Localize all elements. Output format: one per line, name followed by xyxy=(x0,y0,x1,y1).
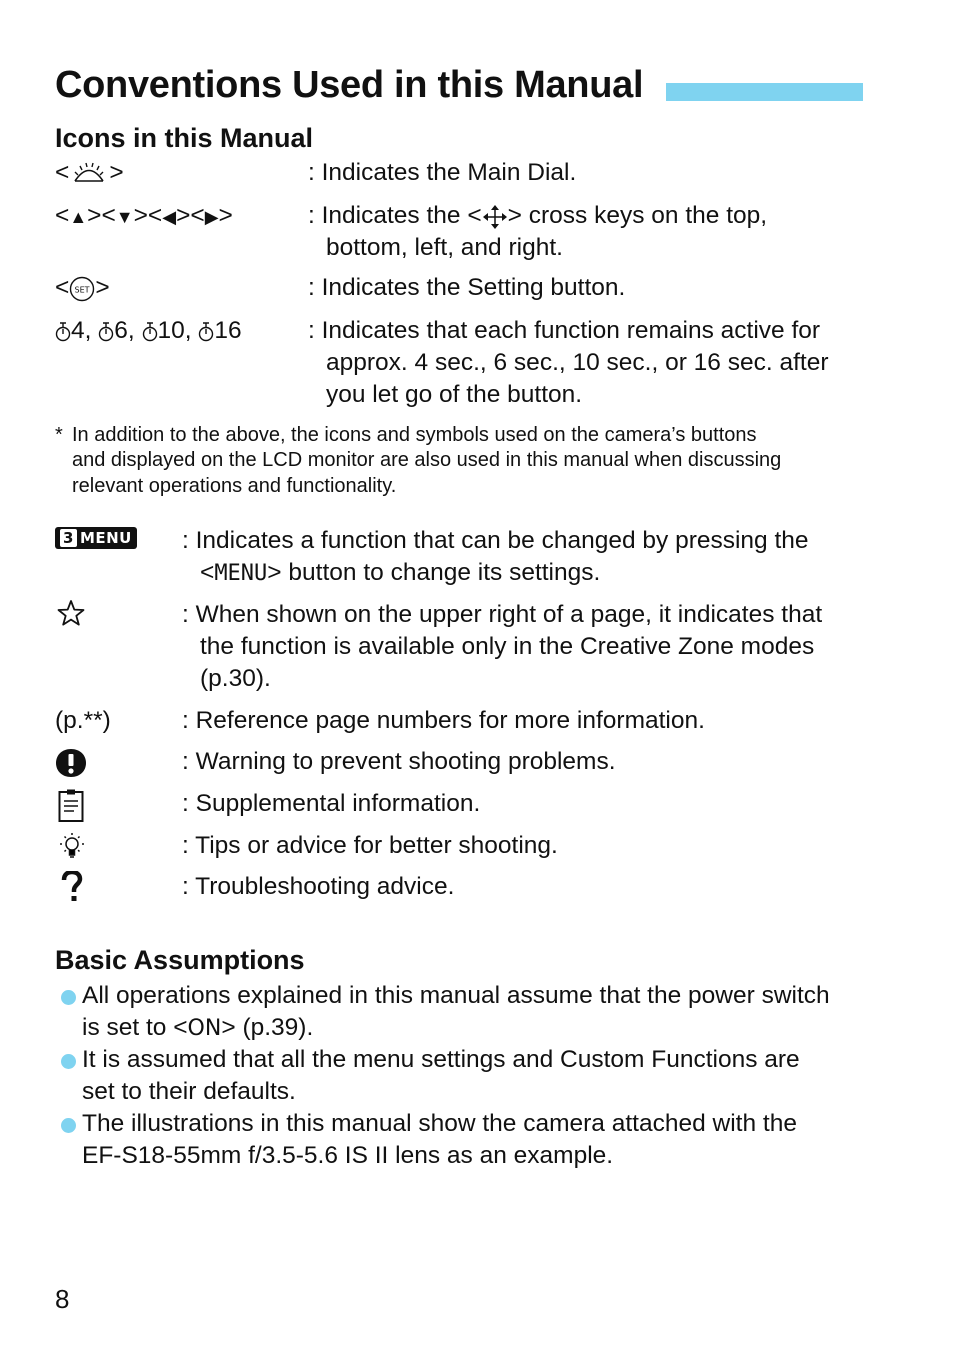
warning-desc: : Warning to prevent shooting problems. xyxy=(182,748,616,775)
title-accent-bar xyxy=(666,83,863,101)
menu-desc-line2: <MENU> button to change its settings. xyxy=(200,559,601,586)
cross-keys-desc-b: > cross keys on the top, xyxy=(507,202,768,229)
cross-keys-desc-line1 xyxy=(308,200,767,232)
star-desc-line3: (p.30). xyxy=(200,665,271,692)
question-desc: : Troubleshooting advice. xyxy=(182,873,455,900)
assumption-1-line1: All operations explained in this manual assume that the power switch xyxy=(82,982,830,1009)
bullet-icon xyxy=(61,1118,76,1133)
timer-value: 10 xyxy=(157,317,185,344)
note-line-2: and displayed on the LCD monitor are also used in this manual when discussing xyxy=(72,449,782,471)
cross-keys-symbols: <▲><▼><◀><▶> xyxy=(55,202,233,229)
menu-tab-badge xyxy=(55,527,137,549)
bullet-icon xyxy=(61,990,76,1005)
assumption-2-line2: set to their defaults. xyxy=(82,1078,296,1105)
bulb-icon xyxy=(57,831,87,866)
cross-keys-desc-a: : Indicates the < xyxy=(308,202,482,229)
timer-icon xyxy=(98,321,114,343)
timer-value: 6 xyxy=(114,317,128,344)
ref-desc: : Reference page numbers for more information. xyxy=(182,707,705,734)
section-heading-assumptions: Basic Assumptions xyxy=(55,945,305,975)
cross-keys-icon xyxy=(482,204,508,230)
note-line-3: relevant operations and functionality. xyxy=(72,475,397,497)
memo-desc: : Supplemental information. xyxy=(182,790,481,817)
power-on-text: ON xyxy=(187,1016,222,1041)
set-button-symbol: < SET > xyxy=(55,274,110,301)
timer-icon xyxy=(142,321,158,343)
page-title: Conventions Used in this Manual xyxy=(55,64,644,106)
main-dial-desc: : Indicates the Main Dial. xyxy=(308,159,577,186)
assumption-1-line2: is set to <ON> (p.39). xyxy=(82,1014,314,1041)
star-desc-line1: : When shown on the upper right of a page, it indicates that xyxy=(182,601,823,628)
ref-label: (p.**) xyxy=(55,707,111,734)
left-arrow-icon: ◀ xyxy=(162,207,177,227)
timer-desc-line1: : Indicates that each function remains active for xyxy=(308,317,821,344)
up-arrow-icon: ▲ xyxy=(69,207,88,227)
bullet-icon xyxy=(61,1054,76,1069)
set-button-icon xyxy=(69,276,95,302)
timer-symbols: 4, 6, 10, 16 xyxy=(55,315,242,347)
timer-value: 16 xyxy=(214,317,242,344)
cross-keys-desc-line2: bottom, left, and right. xyxy=(326,234,563,261)
set-button-desc: : Indicates the Setting button. xyxy=(308,274,626,301)
assumption-3-line2: EF-S18-55mm f/3.5-5.6 IS II lens as an example. xyxy=(82,1142,614,1169)
memo-icon xyxy=(58,789,86,828)
assumption-2-line1: It is assumed that all the menu settings and Custom Functions are xyxy=(82,1046,800,1073)
main-dial-symbol: < > xyxy=(55,159,124,186)
section-heading-icons: Icons in this Manual xyxy=(55,123,314,153)
timer-icon xyxy=(55,321,71,343)
main-dial-icon xyxy=(69,162,109,186)
question-icon xyxy=(60,871,84,908)
timer-value: 4 xyxy=(71,317,85,344)
bulb-desc: : Tips or advice for better shooting. xyxy=(182,832,558,859)
down-arrow-icon: ▼ xyxy=(115,207,134,227)
page-number: 8 xyxy=(55,1284,70,1314)
timer-icon xyxy=(198,321,214,343)
menu-icon: 3 MENU xyxy=(55,527,137,549)
note-line-1: In addition to the above, the icons and symbols used on the camera’s buttons xyxy=(72,424,757,446)
menu-desc-line1: : Indicates a function that can be changed by pressing the xyxy=(182,527,809,554)
star-outline-icon xyxy=(57,599,85,632)
assumption-3-line1: The illustrations in this manual show the camera attached with the xyxy=(82,1110,797,1137)
star-desc-line2: the function is available only in the Creative Zone modes xyxy=(200,633,815,660)
warning-icon xyxy=(55,748,87,783)
menu-button-text: MENU xyxy=(214,561,268,586)
note-asterisk: * xyxy=(55,424,63,446)
svg-text:SET: SET xyxy=(74,285,90,295)
right-arrow-icon: ▶ xyxy=(204,207,219,227)
timer-desc-line3: you let go of the button. xyxy=(326,381,583,408)
timer-desc-line2: approx. 4 sec., 6 sec., 10 sec., or 16 sec. after xyxy=(326,349,829,376)
